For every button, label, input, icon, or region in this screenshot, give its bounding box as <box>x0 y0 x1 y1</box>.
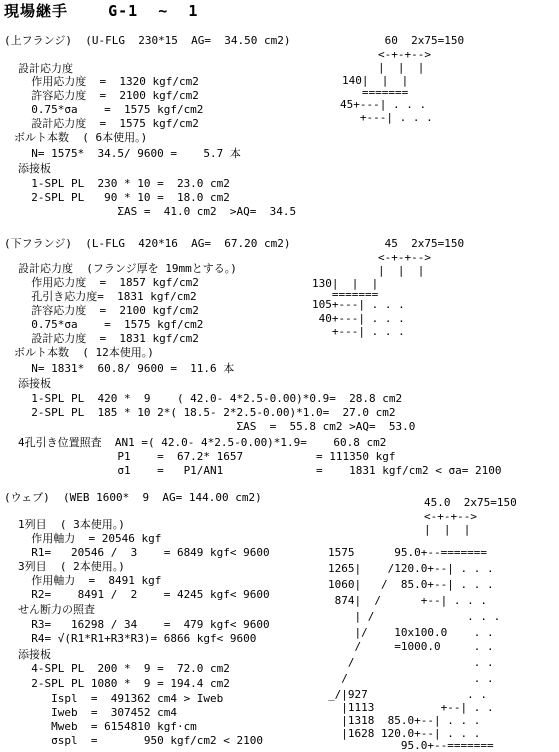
text-line: 作用応力度 = 1857 kgf/cm2 <box>18 276 199 289</box>
text-line: R2= 8491 / 2 = 4245 kgf< 9600 <box>18 588 270 601</box>
lower-flange-sketch-line: 105+---| . . . <box>312 298 405 311</box>
upper-flange-header: (上フランジ) (U-FLG 230*15 AG= 34.50 cm2) <box>4 34 291 47</box>
web-sketch-line: 45.0 2x75=150 <box>424 496 517 509</box>
text-line: 許容応力度 = 2100 kgf/cm2 <box>18 89 199 102</box>
text-line: 設計応力度 <box>18 62 73 75</box>
web-sketch-line: 1575 95.0+--======= <box>328 546 487 559</box>
text-line: R4= √(R1*R1+R3*R3)= 6866 kgf< 9600 <box>18 632 257 645</box>
text-line: 1-SPL PL 420 * 9 ( 42.0- 4*2.5-0.00)*0.9= 28.8 cm2 <box>18 392 403 405</box>
lower-flange-header: (下フランジ) (L-FLG 420*16 AG= 67.20 cm2) <box>4 237 291 250</box>
web-sketch-line: | / . . . <box>328 610 501 623</box>
web-sketch-line: 1060| / 85.0+--| . . . <box>328 578 494 591</box>
lower-flange-sketch-line: <-+-+--> <box>378 251 431 264</box>
web-sketch-line: <-+-+--> <box>424 510 477 523</box>
lower-flange-sketch-line: 130| | | <box>312 277 379 290</box>
upper-flange-sketch-line: +---| . . . <box>340 111 433 124</box>
web-sketch-line: / =1000.0 . . <box>328 640 494 653</box>
web-sketch-line: 874| / +--| . . . <box>328 594 487 607</box>
lower-flange-sketch-line: 40+---| . . . <box>312 312 405 325</box>
text-line: σ1 = P1/AN1 = 1831 kgf/cm2 < σa= 2100 <box>18 464 502 477</box>
text-line: 許容応力度 = 2100 kgf/cm2 <box>18 304 199 317</box>
upper-flange-sketch-line: | | | <box>378 61 425 74</box>
text-line: 1列目 ( 3本使用。) <box>18 518 125 531</box>
text-line: N= 1575* 34.5/ 9600 = 5.7 本 <box>18 147 241 160</box>
web-sketch-line: |1113 +--| . . <box>328 701 494 714</box>
text-line: 1-SPL PL 230 * 10 = 23.0 cm2 <box>18 177 230 190</box>
text-line: 設計応力度 (フランジ厚を 19mmとする。) <box>18 262 237 275</box>
web-sketch-line: 1265| /120.0+--| . . . <box>328 562 494 575</box>
text-line: 4孔引き位置照査 AN1 =( 42.0- 4*2.5-0.00)*1.9= 60.8 cm2 <box>18 436 387 449</box>
upper-flange-sketch-line: ======= <box>342 86 409 99</box>
text-line: 作用応力度 = 1320 kgf/cm2 <box>18 75 199 88</box>
text-line: 4-SPL PL 200 * 9 = 72.0 cm2 <box>18 662 230 675</box>
text-line: R3= 16298 / 34 = 479 kgf< 9600 <box>18 618 270 631</box>
upper-flange-sketch-line: <-+-+--> <box>378 48 431 61</box>
text-line: P1 = 67.2* 1657 = 111350 kgf <box>18 450 396 463</box>
lower-flange-sketch-line: ======= <box>312 288 379 301</box>
text-line: R1= 20546 / 3 = 6849 kgf< 9600 <box>18 546 270 559</box>
text-line: N= 1831* 60.8/ 9600 = 11.6 本 <box>18 362 235 375</box>
text-line: ボルト本数 ( 6本使用。) <box>14 131 148 144</box>
text-line: 3列目 ( 2本使用。) <box>18 560 125 573</box>
text-line: Mweb = 6154810 kgf·cm <box>18 720 197 733</box>
text-line: 作用軸力 = 8491 kgf <box>18 574 162 587</box>
upper-flange-sketch-line: 60 2x75=150 <box>378 34 465 47</box>
text-line: ΣAS = 41.0 cm2 >AQ= 34.5 <box>18 205 297 218</box>
lower-flange-sketch-line: | | | <box>378 264 425 277</box>
text-line: 添接板 <box>18 162 51 175</box>
text-line: 2-SPL PL 1080 * 9 = 194.4 cm2 <box>18 677 230 690</box>
web-sketch-line: / . . <box>328 672 494 685</box>
upper-flange-sketch-line: 140| | | <box>342 74 409 87</box>
web-sketch-line: |1318 85.0+--| . . . <box>328 714 481 727</box>
web-sketch-line: _/|927 . . <box>328 688 487 701</box>
web-sketch-line: | | | <box>424 523 471 536</box>
text-line: 0.75*σa = 1575 kgf/cm2 <box>18 318 204 331</box>
web-sketch-line: / . . <box>328 656 494 669</box>
text-line: Iweb = 307452 cm4 <box>18 706 177 719</box>
text-line: 孔引き応力度= 1831 kgf/cm2 <box>18 290 197 303</box>
text-line: 設計応力度 = 1575 kgf/cm2 <box>18 117 199 130</box>
web-sketch-line: 95.0+--======= <box>328 739 494 752</box>
text-line: ボルト本数 ( 12本使用。) <box>14 346 154 359</box>
web-header: (ウェブ) (WEB 1600* 9 AG= 144.00 cm2) <box>4 491 262 504</box>
text-line: せん断力の照査 <box>18 603 95 616</box>
web-sketch-line: |1628 120.0+--| . . . <box>328 727 481 740</box>
text-line: ΣAS = 55.8 cm2 >AQ= 53.0 <box>18 420 416 433</box>
text-line: 作用軸力 = 20546 kgf <box>18 532 162 545</box>
text-line: Ispl = 491362 cm4 > Iweb <box>18 692 224 705</box>
upper-flange-sketch-line: 45+---| . . . <box>340 98 427 111</box>
lower-flange-sketch-line: +---| . . . <box>312 325 405 338</box>
text-line: σspl = 950 kgf/cm2 < 2100 <box>18 734 264 747</box>
text-line: 設計応力度 = 1831 kgf/cm2 <box>18 332 199 345</box>
text-line: 0.75*σa = 1575 kgf/cm2 <box>18 103 204 116</box>
text-line: 添接板 <box>18 648 51 661</box>
text-line: 2-SPL PL 185 * 10 2*( 18.5- 2*2.5-0.00)*1.0= 27.0 cm2 <box>18 406 396 419</box>
text-line: 添接板 <box>18 377 51 390</box>
sheet-title: 現場継手 G-1 ~ 1 <box>4 2 199 20</box>
web-sketch-line: |/ 10x100.0 . . <box>328 626 494 639</box>
text-line: 2-SPL PL 90 * 10 = 18.0 cm2 <box>18 191 230 204</box>
lower-flange-sketch-line: 45 2x75=150 <box>378 237 465 250</box>
